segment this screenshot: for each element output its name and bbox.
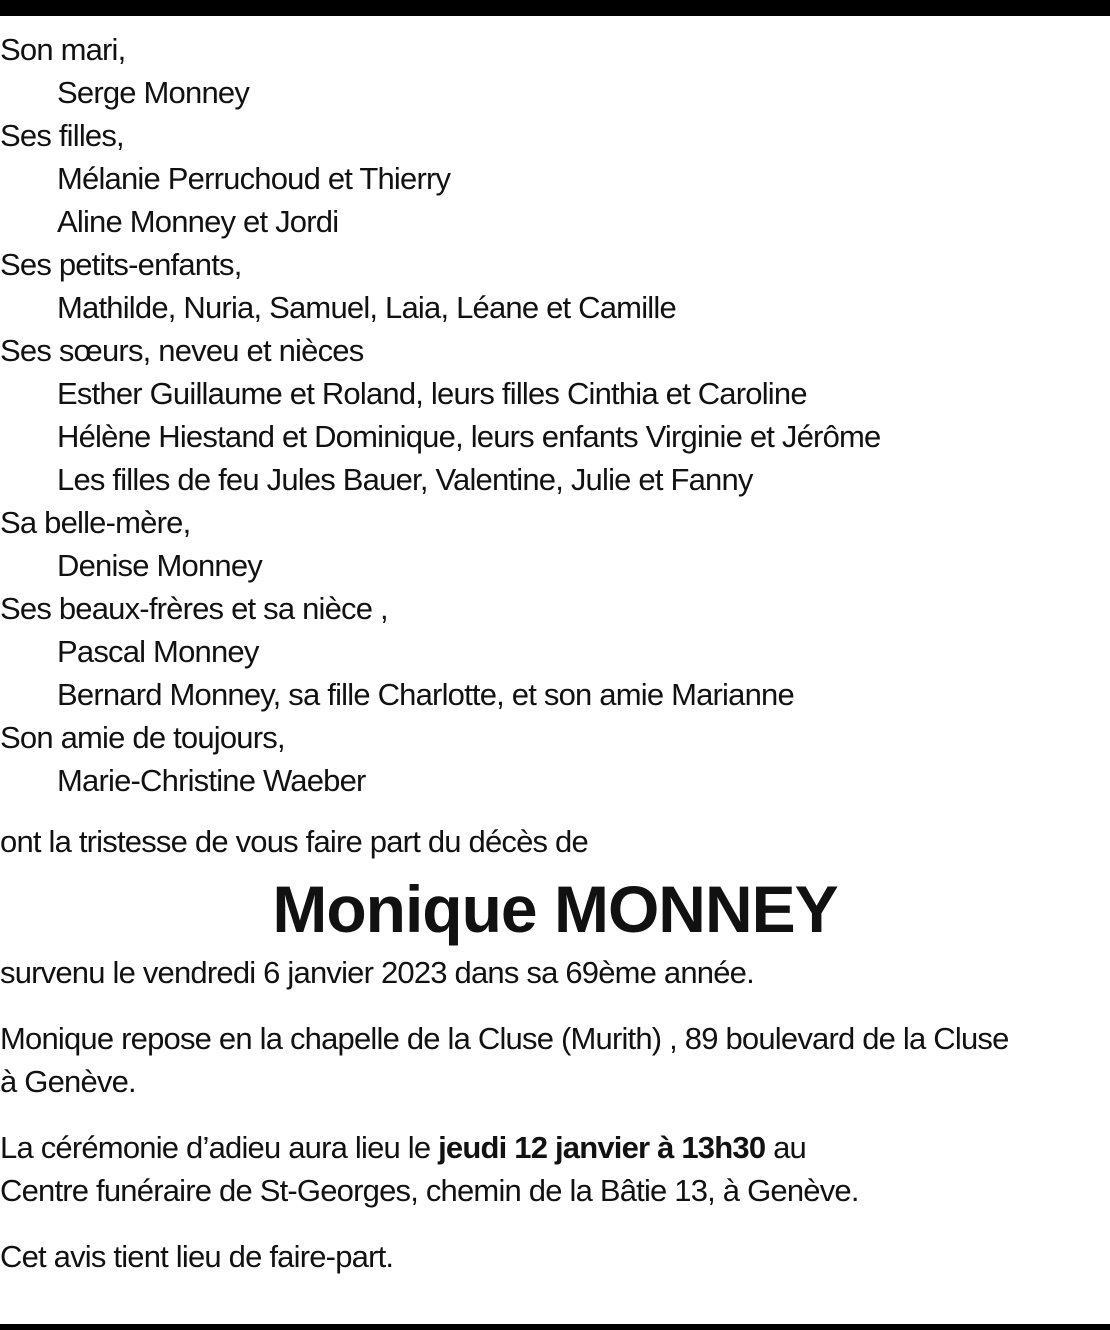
family-member: Bernard Monney, sa fille Charlotte, et son amie Marianne: [57, 677, 794, 712]
closing-text: Cet avis tient lieu de faire-part.: [0, 1239, 394, 1274]
family-list: [0, 28, 1110, 802]
family-group-label: Son amie de toujours,: [0, 720, 285, 755]
ceremony-paragraph: [0, 1126, 1110, 1212]
deceased-name: Monique MONNEY: [272, 872, 838, 946]
repose-line-1: Monique repose en la chapelle de la Cluse (Murith) , 89 boulevard de la Cluse: [0, 1021, 1009, 1056]
family-group-label: Ses sœurs, neveu et nièces: [0, 333, 364, 368]
family-member: Pascal Monney: [57, 634, 259, 669]
family-group-label: Ses beaux-frères et sa nièce ,: [0, 591, 388, 626]
family-member: Hélène Hiestand et Dominique, leurs enfants Virginie et Jérôme: [57, 419, 881, 454]
repose-line-2: à Genève.: [0, 1064, 136, 1099]
ceremony-suffix: au: [765, 1130, 806, 1165]
obituary-notice: [0, 28, 1110, 1278]
ceremony-prefix: La cérémonie d’adieu aura lieu le: [0, 1130, 439, 1165]
top-rule: [0, 0, 1110, 16]
family-member: Denise Monney: [57, 548, 262, 583]
ceremony-line-1: [0, 1126, 1110, 1169]
ceremony-line-2: Centre funéraire de St-Georges, chemin de la Bâtie 13, à Genève.: [0, 1173, 859, 1208]
family-member: Mathilde, Nuria, Samuel, Laia, Léane et Camille: [57, 290, 676, 325]
family-member: Mélanie Perruchoud et Thierry: [57, 161, 451, 196]
family-member: Esther Guillaume et Roland, leurs filles Cinthia et Caroline: [57, 376, 807, 411]
family-member: Serge Monney: [57, 75, 250, 110]
family-member: Marie-Christine Waeber: [57, 763, 366, 798]
death-info: survenu le vendredi 6 janvier 2023 dans sa 69ème année.: [0, 955, 754, 990]
family-group-label: Ses filles,: [0, 118, 124, 153]
bottom-rule: [0, 1324, 1110, 1330]
family-group-label: Son mari,: [0, 32, 126, 67]
family-member: Les filles de feu Jules Bauer, Valentine, Julie et Fanny: [57, 462, 753, 497]
ceremony-datetime: jeudi 12 janvier à 13h30: [438, 1130, 766, 1165]
announcement-text: ont la tristesse de vous faire part du décès de: [0, 824, 588, 859]
family-group-label: Ses petits-enfants,: [0, 247, 242, 282]
repose-paragraph: [0, 1017, 1110, 1103]
family-group-label: Sa belle-mère,: [0, 505, 191, 540]
family-member: Aline Monney et Jordi: [57, 204, 339, 239]
